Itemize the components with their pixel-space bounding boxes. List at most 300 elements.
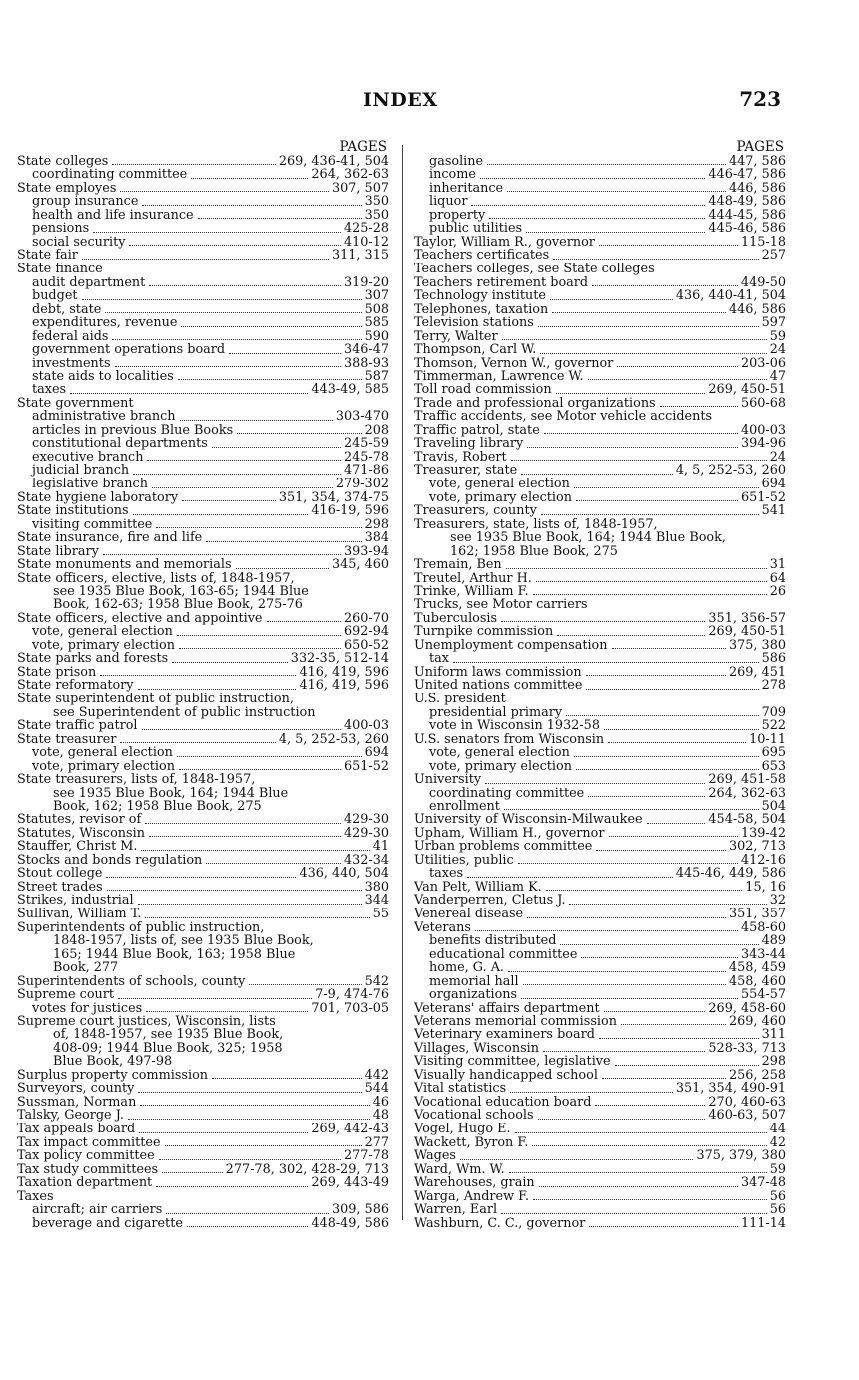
- index-entry: [17, 585, 389, 598]
- dot-leader: [128, 1119, 370, 1120]
- dot-leader: [191, 178, 308, 179]
- dot-leader: [566, 715, 758, 716]
- index-entry: [414, 531, 786, 544]
- index-entry-term: Surplus property commission: [17, 1068, 209, 1083]
- index-entry-term: Statutes, Wisconsin: [17, 826, 145, 841]
- index-entry-pages: 64: [769, 571, 786, 585]
- index-entry: [414, 881, 786, 894]
- dot-leader: [162, 1172, 223, 1173]
- dot-leader: [179, 648, 341, 649]
- index-entry: [414, 1163, 786, 1176]
- dot-leader: [118, 998, 312, 999]
- index-entry-pages: 350: [364, 208, 389, 223]
- index-entry: [17, 975, 389, 988]
- index-entry-pages: 26: [769, 585, 786, 599]
- dot-leader: [485, 783, 705, 784]
- index-entry-term: vote, primary election: [32, 759, 175, 774]
- index-entry-term: Treasurers, state, lists of, 1848-1957,: [414, 517, 658, 532]
- dot-leader: [206, 541, 361, 542]
- index-entry-term: Treasurer, state: [414, 464, 518, 478]
- index-entry-pages: 694: [761, 477, 786, 491]
- page-number: 723: [739, 87, 781, 111]
- index-entry-term: State treasurers, lists of, 1848-1957,: [17, 773, 256, 787]
- index-entry: [17, 881, 389, 894]
- index-entry: [17, 1055, 389, 1068]
- index-entry-term: Tuberculosis: [414, 611, 498, 626]
- index-entry-term: see Superintendent of public instruction: [53, 705, 316, 720]
- index-entry-term: State treasurer: [17, 732, 117, 747]
- index-entry: [414, 639, 786, 652]
- index-entry: [414, 491, 786, 504]
- index-entry: [414, 908, 786, 921]
- index-entry-term: votes for justices: [32, 1001, 143, 1015]
- index-entry-pages: 394-96: [740, 437, 786, 451]
- index-entry-term: Travis, Robert: [414, 450, 507, 465]
- index-entry-term: health and life insurance: [32, 208, 194, 223]
- index-entry-term: gasoline: [429, 155, 484, 169]
- dot-leader: [187, 1226, 308, 1227]
- index-entry-pages: 245-78: [343, 450, 389, 465]
- index-entry-pages: 560-68: [740, 396, 786, 411]
- index-entry-term: Stauffer, Christ M.: [17, 840, 138, 854]
- index-entry-pages: 48: [372, 1109, 389, 1123]
- index-entry-pages: 41: [372, 840, 389, 854]
- index-entry-term: Street trades: [17, 880, 103, 895]
- index-entry-term: Television stations: [414, 316, 534, 330]
- index-entry-pages: 449-50: [740, 275, 786, 290]
- index-entry: [414, 316, 786, 329]
- index-entry: [17, 961, 389, 974]
- dot-leader: [267, 621, 341, 622]
- index-entry-pages: 256, 258: [729, 1068, 786, 1083]
- dot-leader: [112, 339, 361, 340]
- index-entry: [414, 276, 786, 289]
- index-entry-term: Trade and professional organizations: [414, 396, 656, 411]
- dot-leader: [540, 353, 767, 354]
- index-entry-pages: 332-35, 512-14: [290, 652, 389, 666]
- index-entry: [414, 921, 786, 934]
- index-entry: [17, 666, 389, 679]
- index-entry: [414, 558, 786, 571]
- index-entry: [17, 222, 389, 235]
- index-entry-term: liquor: [429, 195, 468, 209]
- index-entry-term: Taxation department: [17, 1176, 153, 1190]
- index-entry-term: audit department: [32, 275, 146, 290]
- index-entry: [17, 1028, 389, 1041]
- index-entry: [17, 840, 389, 853]
- pages-header-left: PAGES: [339, 139, 387, 155]
- index-entry-term: Sussman, Norman: [17, 1095, 137, 1110]
- index-entry-pages: 24: [769, 450, 786, 465]
- index-entry: [414, 437, 786, 450]
- dot-leader: [576, 769, 759, 770]
- index-entry: [414, 948, 786, 961]
- index-entry: [414, 370, 786, 383]
- index-entry-term: home, G. A.: [429, 961, 505, 975]
- dot-leader: [249, 984, 361, 985]
- index-entry-term: Visually handicapped school: [414, 1068, 598, 1083]
- dot-leader: [569, 904, 766, 905]
- index-entry: [414, 572, 786, 585]
- dot-leader: [141, 850, 369, 851]
- dot-leader: [586, 675, 726, 676]
- index-entry-term: Traffic accidents, see Motor vehicle accidents: [414, 410, 713, 424]
- index-entry: [17, 289, 389, 302]
- index-entry: [414, 478, 786, 491]
- index-entry-term: 408-09; 1944 Blue Book, 325; 1958: [53, 1041, 283, 1056]
- dot-leader: [533, 1199, 767, 1200]
- index-entry: [17, 598, 389, 611]
- index-entry: [17, 1149, 389, 1162]
- dot-leader: [609, 836, 738, 837]
- index-entry: [414, 424, 786, 437]
- dot-leader: [149, 285, 341, 286]
- index-entry-term: State parks and forests: [17, 652, 169, 666]
- page-header: [0, 0, 859, 120]
- index-entry-pages: 111-14: [740, 1216, 786, 1230]
- index-entry-term: vote, general election: [429, 477, 570, 491]
- index-entry: [17, 1042, 389, 1055]
- index-entry-pages: 307: [364, 289, 389, 303]
- index-entry-term: Taylor, William R., governor: [414, 235, 595, 250]
- index-entry: [17, 545, 389, 558]
- index-entry-term: Utilities, public: [414, 853, 514, 868]
- index-entry: [414, 1015, 786, 1028]
- index-entry-term: State colleges: [17, 155, 109, 169]
- index-entry-pages: 460-63, 507: [708, 1109, 786, 1123]
- dot-leader: [589, 1226, 738, 1227]
- dot-leader: [501, 1213, 767, 1214]
- index-entry: [17, 894, 389, 907]
- index-entry: [414, 168, 786, 181]
- dot-leader: [112, 164, 276, 165]
- index-entry-term: State hygiene laboratory: [17, 490, 179, 505]
- index-entry-pages: 445-46, 449, 586: [675, 867, 786, 881]
- index-entries-left: [17, 155, 389, 1230]
- index-entry: [17, 1123, 389, 1136]
- index-entry: [17, 934, 389, 947]
- index-entry-term: constitutional departments: [32, 437, 208, 451]
- dot-leader: [103, 554, 341, 555]
- index-entry-pages: 695: [761, 746, 786, 760]
- index-entry-term: Trinke, William F.: [414, 585, 529, 599]
- index-entry-pages: 554-57: [740, 988, 786, 1002]
- index-entry-term: Sullivan, William T.: [17, 907, 142, 921]
- index-entry: [17, 531, 389, 544]
- dot-leader: [106, 877, 296, 878]
- index-entry-term: taxes: [429, 867, 464, 881]
- index-entry: [17, 437, 389, 450]
- index-entry-pages: 351, 356-57: [708, 611, 786, 626]
- index-entry-pages: 277: [364, 1135, 389, 1150]
- index-entry-term: investments: [32, 356, 111, 370]
- index-entry-term: group insurance: [32, 195, 139, 209]
- dot-leader: [510, 1092, 673, 1093]
- index-entry: [414, 975, 786, 988]
- index-entry-pages: 245-59: [343, 437, 389, 451]
- index-entry-pages: 277-78: [343, 1149, 389, 1163]
- index-entry-term: coordinating committee: [32, 168, 188, 182]
- dot-leader: [550, 299, 673, 300]
- index-entry-pages: 436, 440, 504: [299, 867, 389, 881]
- index-entry: [17, 182, 389, 195]
- index-entry: [17, 773, 389, 786]
- dot-leader: [507, 191, 726, 192]
- index-entry-pages: 400-03: [343, 719, 389, 733]
- index-entry-pages: 47: [769, 370, 786, 384]
- index-entry: [414, 787, 786, 800]
- dot-leader: [527, 447, 738, 448]
- dot-leader: [237, 433, 361, 434]
- index-entry-term: Superintendents of public instruction,: [17, 920, 265, 935]
- index-entry-term: Warga, Andrew F.: [414, 1189, 530, 1204]
- dot-leader: [608, 742, 746, 743]
- index-entry-term: Tremain, Ben: [414, 558, 502, 572]
- index-entry: [414, 303, 786, 316]
- index-entry-term: Thomson, Vernon W., governor: [414, 356, 614, 370]
- dot-leader: [588, 379, 767, 380]
- index-entry-pages: 277-78, 302, 428-29, 713: [225, 1162, 389, 1177]
- index-entry: [414, 1203, 786, 1216]
- index-entry: [414, 330, 786, 343]
- dot-leader: [576, 500, 738, 501]
- index-entries-right: [414, 155, 786, 1230]
- index-entry-pages: 32: [769, 894, 786, 908]
- dot-leader: [501, 621, 705, 622]
- dot-leader: [181, 326, 361, 327]
- dot-leader: [129, 245, 341, 246]
- index-entry: [414, 1055, 786, 1068]
- index-entry: [414, 894, 786, 907]
- index-entry-term: Veterans' affairs department: [414, 1001, 600, 1015]
- index-entry: [414, 1176, 786, 1189]
- index-entry: [17, 397, 389, 410]
- index-entry: [414, 182, 786, 195]
- index-entry: [414, 693, 786, 706]
- index-entry-term: State fair: [17, 249, 78, 263]
- index-entry-term: Vocational schools: [414, 1109, 534, 1123]
- dot-leader: [560, 944, 758, 945]
- index-entry-pages: 269, 450-51: [708, 383, 786, 397]
- index-entry: [414, 1002, 786, 1015]
- index-entry-pages: 59: [769, 329, 786, 344]
- dot-leader: [615, 1065, 759, 1066]
- index-entry: [414, 612, 786, 625]
- index-entry-term: taxes: [32, 383, 67, 397]
- dot-leader: [523, 984, 726, 985]
- index-entry: [17, 410, 389, 423]
- dot-leader: [82, 259, 329, 260]
- index-entry-pages: 692-94: [343, 625, 389, 639]
- dot-leader: [152, 487, 333, 488]
- index-entry: [414, 209, 786, 222]
- index-entry-pages: 303-470: [335, 410, 389, 424]
- index-entry-term: State officers, elective, lists of, 1848-1957,: [17, 571, 295, 585]
- dot-leader: [546, 890, 743, 891]
- index-entry-pages: 7-9, 474-76: [315, 988, 389, 1002]
- dot-leader: [212, 1078, 362, 1079]
- index-entry-term: state aids to localities: [32, 370, 174, 384]
- index-entry-term: Visiting committee, legislative: [414, 1055, 611, 1069]
- index-column-right: [414, 140, 786, 1230]
- index-entry: [414, 988, 786, 1001]
- index-entry-term: Statutes, revisor of: [17, 813, 142, 827]
- dot-leader: [508, 971, 726, 972]
- index-entry: [17, 1136, 389, 1149]
- index-entry-term: Wages: [414, 1149, 457, 1163]
- dot-leader: [521, 474, 673, 475]
- index-entry: [17, 343, 389, 356]
- index-entry-term: 162; 1958 Blue Book, 275: [450, 544, 618, 559]
- index-entry: [17, 948, 389, 961]
- index-entry-term: Blue Book, 497-98: [53, 1055, 173, 1069]
- index-entry: [414, 598, 786, 611]
- dot-leader: [602, 1078, 726, 1079]
- index-entry-pages: 307, 507: [332, 181, 389, 196]
- index-entry-pages: 448-49, 586: [311, 1216, 389, 1230]
- index-entry-term: Vogel, Hugo E.: [414, 1122, 511, 1136]
- index-entry-term: Treasurers, county: [414, 504, 537, 518]
- dot-leader: [515, 1132, 767, 1133]
- index-entry-pages: 59: [769, 1162, 786, 1177]
- index-entry: [414, 1096, 786, 1109]
- index-entry-term: 165; 1944 Blue Book, 163; 1958 Blue: [53, 947, 296, 962]
- index-entry-pages: 442: [364, 1068, 389, 1083]
- dot-leader: [100, 675, 296, 676]
- index-entry: [17, 652, 389, 665]
- index-entry-term: budget: [32, 289, 78, 303]
- index-entry-pages: 522: [761, 719, 786, 733]
- index-entry-pages: 585: [364, 316, 389, 330]
- index-entry: [414, 1082, 786, 1095]
- index-entry: [17, 330, 389, 343]
- dot-leader: [180, 420, 333, 421]
- dot-leader: [536, 581, 767, 582]
- index-entry: [17, 1082, 389, 1095]
- index-entry-pages: 590: [364, 329, 389, 344]
- index-entry-term: Traffic patrol, state: [414, 423, 540, 438]
- index-entry-term: State superintendent of public instruction,: [17, 692, 294, 706]
- index-entry: [414, 1136, 786, 1149]
- index-entry: [414, 854, 786, 867]
- index-entry: [17, 988, 389, 1001]
- index-entry-term: Timmerman, Lawrence W.: [414, 370, 584, 384]
- index-entry-pages: 458, 460: [729, 974, 786, 989]
- index-entry-pages: 694: [364, 746, 389, 760]
- index-entry-term: articles in previous Blue Books: [32, 423, 234, 438]
- index-entry-pages: 345, 460: [332, 558, 389, 572]
- index-entry-term: U.S. senators from Wisconsin: [414, 732, 605, 747]
- dot-leader: [581, 957, 738, 958]
- index-entry: [17, 625, 389, 638]
- index-entry-term: Supreme court justices, Wisconsin, lists: [17, 1015, 276, 1029]
- dot-leader: [588, 796, 705, 797]
- index-entry-term: social security: [32, 235, 126, 250]
- dot-leader: [502, 339, 767, 340]
- index-entry: [17, 1163, 389, 1176]
- index-entry-pages: 269, 451: [729, 665, 786, 680]
- index-entry-term: Traveling library: [414, 437, 524, 451]
- pages-header-right: PAGES: [736, 139, 784, 155]
- column-divider: [402, 145, 403, 1220]
- index-entry-pages: 709: [761, 705, 786, 720]
- index-entry-term: Veterans memorial commission: [414, 1015, 617, 1029]
- index-entry-term: Warren, Earl: [414, 1203, 498, 1217]
- dot-leader: [595, 1105, 705, 1106]
- dot-leader: [471, 205, 705, 206]
- index-entry: [17, 236, 389, 249]
- index-entry: [414, 773, 786, 786]
- index-entry-pages: 4, 5, 252-53, 260: [675, 464, 786, 478]
- dot-leader: [177, 635, 341, 636]
- index-entry: [414, 545, 786, 558]
- index-entry-pages: 257: [761, 249, 786, 263]
- index-entry-pages: 471-86: [343, 464, 389, 478]
- dot-leader: [139, 1132, 308, 1133]
- index-entry-pages: 343-44: [740, 947, 786, 962]
- index-entry-term: Tax impact committee: [17, 1135, 161, 1150]
- index-entry-pages: 544: [364, 1082, 389, 1096]
- index-entry-term: State library: [17, 544, 99, 559]
- index-entry-term: University of Wisconsin-Milwaukee: [414, 813, 643, 827]
- index-entry: [414, 961, 786, 974]
- index-entry-pages: 587: [364, 370, 389, 384]
- index-entry-term: Turnpike commission: [414, 625, 554, 639]
- index-entry: [17, 612, 389, 625]
- dot-leader: [82, 299, 362, 300]
- index-entry-term: State traffic patrol: [17, 719, 138, 733]
- index-entry-pages: 270, 460-63: [708, 1095, 786, 1110]
- index-entry-pages: 269, 460: [729, 1015, 786, 1029]
- index-entry-term: debt, state: [32, 302, 102, 317]
- index-entry-pages: 443-49, 585: [311, 383, 389, 397]
- index-entry: [414, 195, 786, 208]
- index-entry-term: Telephones, taxation: [414, 302, 549, 317]
- index-entry-pages: 436, 440-41, 504: [675, 289, 786, 303]
- index-entry-pages: 458-60: [740, 920, 786, 935]
- index-entry-term: vote in Wisconsin 1932-58: [429, 719, 600, 733]
- dot-leader: [527, 917, 726, 918]
- index-entry-pages: 269, 458-60: [708, 1001, 786, 1015]
- index-entry-term: legislative branch: [32, 477, 148, 491]
- index-entry-term: 1848-1957, lists of, see 1935 Blue Book,: [53, 934, 314, 948]
- dot-leader: [182, 500, 276, 501]
- dot-leader: [511, 460, 767, 461]
- dot-leader: [467, 877, 673, 878]
- index-entry-pages: 319-20: [343, 275, 389, 290]
- index-entry-pages: 701, 703-05: [311, 1001, 389, 1015]
- index-entry-pages: 489: [761, 934, 786, 948]
- index-entry: [414, 249, 786, 262]
- index-entry: [17, 1109, 389, 1122]
- index-entry-pages: 375, 379, 380: [696, 1149, 786, 1163]
- index-entry: [17, 249, 389, 262]
- index-entry: [414, 719, 786, 732]
- index-entry-term: Villages, Wisconsin: [414, 1041, 539, 1056]
- dot-leader: [480, 178, 705, 179]
- index-entry-pages: 447, 586: [729, 155, 786, 169]
- index-entry: [17, 263, 389, 276]
- index-entry-pages: 309, 586: [332, 1203, 389, 1217]
- running-title: INDEX: [363, 89, 438, 111]
- index-entry-pages: 380: [364, 880, 389, 895]
- dot-leader: [489, 218, 705, 219]
- index-entry-term: Superintendents of schools, county: [17, 974, 246, 989]
- index-entry-term: Warehouses, grain: [414, 1176, 535, 1190]
- index-entry-term: vote, primary election: [429, 759, 572, 774]
- index-entry-pages: 56: [769, 1203, 786, 1217]
- index-entry-term: Vital statistics: [414, 1082, 507, 1096]
